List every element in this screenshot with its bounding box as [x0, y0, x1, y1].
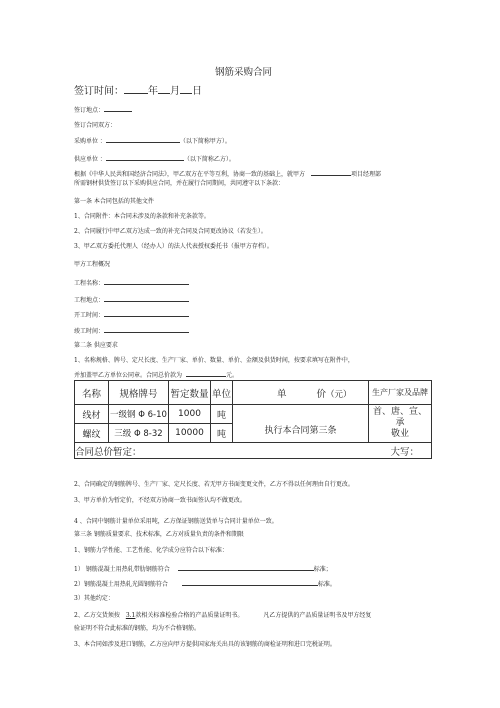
total-price-blank: [186, 369, 226, 377]
table-row: [75, 405, 432, 424]
price-unit: （元）: [326, 389, 352, 400]
article3-item-1: 1、钢筋力学性能、工艺性能、化学成分应符合以下标准：: [74, 547, 228, 554]
item2-text-d: 凡乙方提供的产品质量证明书及甲方经复: [263, 612, 372, 619]
month-blank: [158, 86, 170, 94]
sign-place-label: 签订地点：: [74, 107, 105, 114]
price-label-1: 单: [277, 388, 287, 400]
row1-qty: 1000: [169, 405, 211, 424]
std1-suffix: 标准；: [313, 566, 332, 573]
project-location-label: 工程地点：: [74, 297, 105, 304]
col-header-manufacturer: 生产厂家及品牌: [369, 381, 432, 405]
price-label-2: 价: [316, 388, 327, 400]
project-overview-title: 甲方工程概况: [74, 261, 111, 268]
article1-item-1: 1、合同附件：本合同未涉及的条款和补充条款等。: [74, 213, 210, 220]
price-note-cell: [233, 405, 369, 443]
article3-item-2-line-2: 验证明不符合此标准的钢筋，均为不合格钢筋。: [74, 625, 201, 632]
manufacturer-cell: [369, 405, 432, 443]
project-name-label: 工程名称：: [74, 280, 105, 287]
col-header-name: 名称: [75, 381, 109, 405]
other-agreement: 3）其他约定：: [74, 595, 114, 602]
supply-table: [74, 380, 432, 459]
buyer-suffix: （以下简称甲方）。: [179, 138, 231, 145]
col-header-spec: 规格牌号: [109, 381, 169, 405]
seller-blank: [106, 153, 184, 161]
row1-name: 线材: [75, 405, 109, 424]
basis-line-2: 所需钢材供货签订以下采购供应合同，并在履行合同期间，共同遵守以下条款：: [74, 180, 285, 187]
project-end-label: 竣工时间：: [74, 328, 105, 335]
project-start-blank: [104, 309, 189, 317]
project-location-blank: [104, 294, 189, 302]
day-label: 日: [192, 86, 202, 97]
day-blank: [180, 86, 192, 94]
project-field-name: [74, 277, 189, 288]
article2-item-2: 2、合同确定的钢筋牌号、生产厂家、定尺长度、若无甲方书面变更文件，乙方不得以任何理由自行更改。: [74, 481, 354, 488]
article2-item-3: 3、甲方单价为暂定价，不经双方协商一致书面签认均不做更改。: [74, 497, 246, 504]
table-total-row: [75, 443, 432, 459]
seller-label: 供应单位 ：: [74, 156, 106, 163]
sign-time-label: 签订时间：: [74, 86, 124, 97]
buyer-blank: [106, 135, 180, 143]
project-end-blank: [104, 325, 189, 333]
basis-line-1: [74, 168, 381, 179]
total-cell: [75, 443, 432, 459]
col-header-unit: 单位: [211, 381, 233, 405]
seller-suffix: （以下简称乙方）。: [183, 156, 235, 163]
buyer-line: [74, 135, 231, 146]
article2-intro-1: 1、名称规格、牌号、定尺长度、生产厂家、单价、数量、单价、金额及供货时间，按要求填写在附件中，: [74, 357, 354, 364]
basis-text-1b: 项目经理部: [351, 171, 382, 178]
sign-time-line: [74, 86, 202, 98]
standard-line-1: [74, 563, 332, 574]
sign-place-blank: [104, 104, 132, 112]
manufacturer-line-1: 首、唐、宣、: [372, 407, 427, 417]
row1-unit: 吨: [211, 405, 233, 424]
table-header-row: [75, 381, 432, 405]
price-note: 执行本合同第三条: [264, 426, 337, 436]
std2-text: 2）钢筋混凝土用热轧光圆钢筋符合: [74, 581, 168, 588]
article1-item-3: 3、甲乙双方委托代理人（经办人）的法人代表授权委托书（报甲方存档）。: [74, 243, 273, 250]
col-header-price: [233, 381, 369, 405]
project-field-end: [74, 325, 189, 336]
article2-intro-2: [74, 369, 238, 380]
year-blank: [124, 86, 148, 94]
article3-title: 第三条 钢筋质量要求、技术标准，乙方对质量负责的条件和期限: [74, 531, 244, 538]
article1-title: 第一条 本合同包括的其他文件: [74, 198, 154, 205]
row2-spec: 三级 Φ 8-32: [109, 424, 169, 443]
total-price-text: 并加盖甲乙方单位公同章。合同总价款为: [74, 372, 183, 379]
article2-title: 第二条 供应要求: [74, 342, 118, 349]
sign-place-line: [74, 104, 132, 115]
document-title: 钢筋采购合同: [215, 67, 273, 78]
total-currency-label: 大写：: [390, 447, 419, 458]
item2-text-a: 2、乙方交货须按: [74, 612, 120, 619]
std1-blank: [178, 563, 314, 571]
row2-qty: 10000: [169, 424, 211, 443]
year-label: 年: [148, 86, 158, 97]
manufacturer-line-3: 敬业: [390, 429, 409, 439]
std2-blank: [182, 578, 318, 586]
project-field-start: [74, 309, 189, 320]
std1-text: 1） 钢筋混凝土用热轧带肋钢筋符合: [74, 566, 170, 573]
item2-text-c: 款相关标准检验合格的产品质量证明书。: [135, 612, 244, 619]
row2-name: 螺纹: [75, 424, 109, 443]
month-label: 月: [170, 86, 180, 97]
project-blank: [311, 168, 351, 176]
yuan-label: 元。: [226, 372, 239, 379]
col-header-qty: 暂定数量: [169, 381, 211, 405]
total-label: 合同总价暂定：: [75, 446, 142, 458]
parties-intro: 签订合同双方：: [74, 122, 117, 129]
buyer-label: 采购单位 ：: [74, 138, 106, 145]
item2-ref: 3.1: [125, 612, 136, 619]
article3-item-3: 3、本合同如涉及进口钢筋，乙方应向甲方提供国家海关出具的该钢筋的商检证明和进口完税证明。: [74, 641, 336, 648]
article3-item-2-line-1: [74, 612, 371, 620]
std2-suffix: 标准。: [317, 581, 336, 588]
project-start-label: 开工时间：: [74, 312, 105, 319]
standard-line-2: [74, 578, 336, 589]
project-name-blank: [104, 277, 189, 285]
seller-line: [74, 153, 235, 164]
article1-item-2: 2、合同履行中甲乙双方达成一致的补充合同及合同更改协议（若发生）。: [74, 228, 267, 235]
row2-unit: 吨: [211, 424, 233, 443]
manufacturer-line-2: 承: [395, 418, 405, 428]
article2-item-4: 4 、合同中钢筋计量单位采用吨，乙方保证钢筋送货单与合同计量单位一致。: [74, 518, 278, 525]
project-field-location: [74, 294, 189, 305]
row1-spec: 一级钢 Φ 6-10: [109, 405, 169, 424]
basis-text-1: 根据《中华人民共和国经济合同法》，甲乙双方在平等互利，协商一致的基础上，就甲方: [74, 171, 306, 178]
